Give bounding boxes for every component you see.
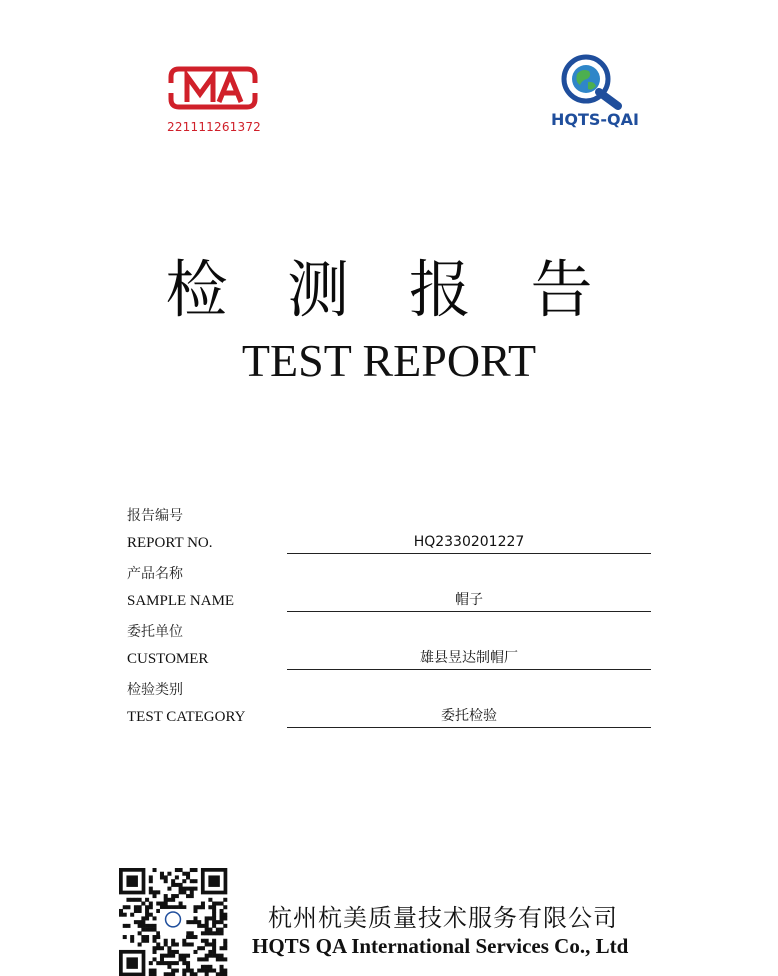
customer-value: 雄县昱达制帽厂 <box>287 649 651 670</box>
cma-certificate-number: 221111261372 <box>166 120 262 134</box>
report-no-value: HQ2330201227 <box>287 533 651 554</box>
report-no-label-cn: 报告编号 <box>127 508 183 524</box>
company-name-cn: 杭州杭美质量技术服务有限公司 <box>268 904 618 932</box>
test-category-value: 委托检验 <box>287 707 651 728</box>
customer-label-cn: 委托单位 <box>127 624 183 640</box>
sample-name-label-cn: 产品名称 <box>127 566 183 582</box>
qr-code <box>118 868 228 976</box>
sample-name-label-en: SAMPLE NAME <box>127 593 235 609</box>
hqts-logo-icon <box>558 52 634 110</box>
test-category-label-cn: 检验类别 <box>127 682 183 698</box>
sample-name-value: 帽子 <box>287 591 651 612</box>
customer-label-en: CUSTOMER <box>127 651 209 667</box>
cma-logo <box>167 64 259 112</box>
hqts-brand-name: HQTS-QAI <box>550 110 639 129</box>
report-no-label-en: REPORT NO. <box>127 535 213 551</box>
company-name-en: HQTS QA International Services Co., Ltd <box>252 934 629 958</box>
report-title-cn: 检 测 报 告 <box>165 253 613 326</box>
test-category-label-en: TEST CATEGORY <box>127 709 246 725</box>
report-title-en: TEST REPORT <box>241 335 537 386</box>
